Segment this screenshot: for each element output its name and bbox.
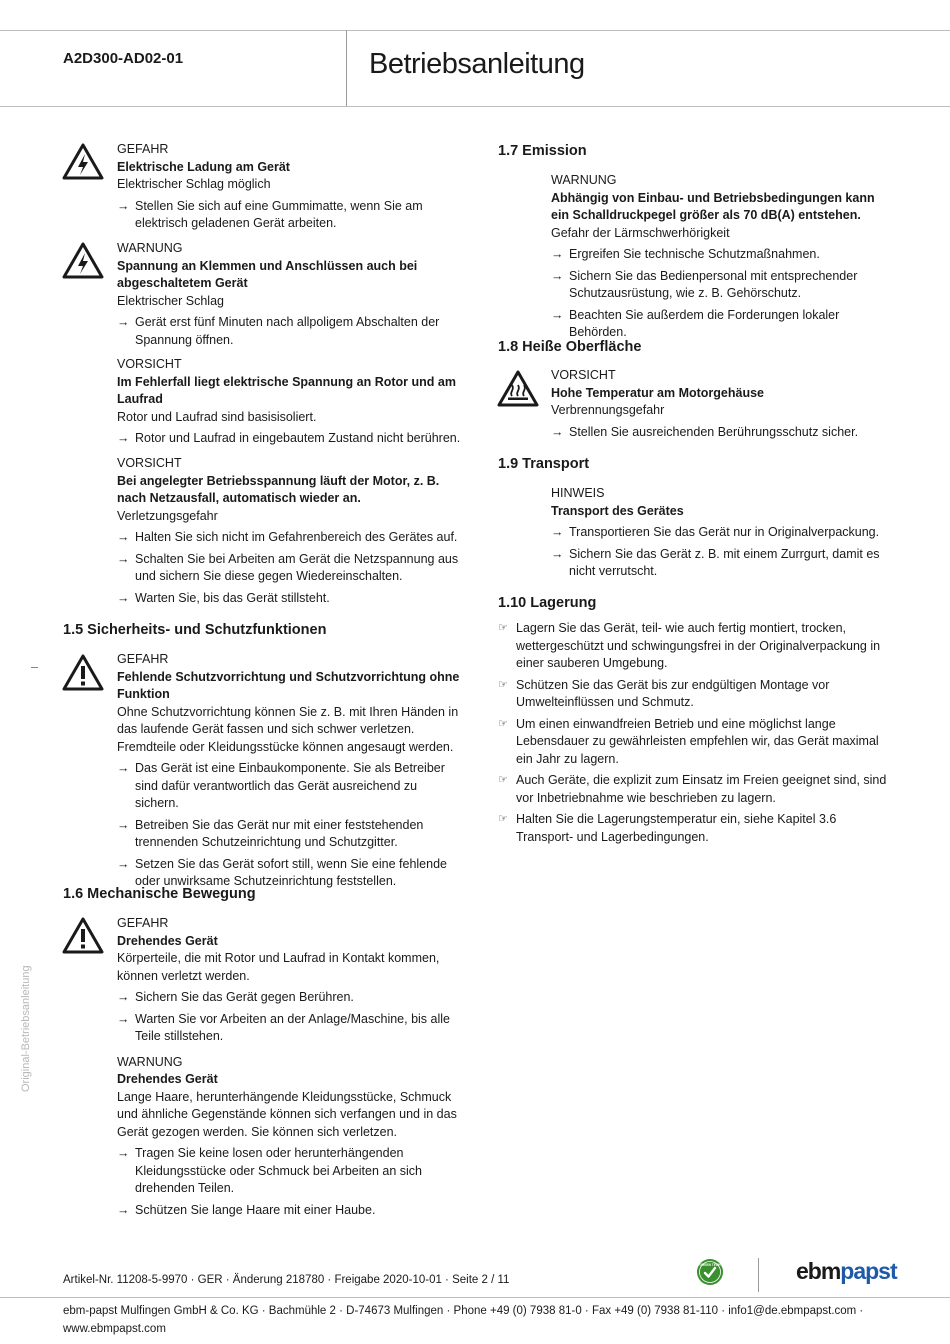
arrow-icon: → [117, 761, 130, 775]
safety-block-warnung-voltage [117, 240, 462, 349]
action-step: → Sichern Sie das Bedienpersonal mit entsprechender Schutzausrüstung, wie z. B. Gehörschutz. [551, 268, 858, 300]
hazard-level: WARNUNG [117, 1054, 183, 1069]
action-step: → Schützen Sie lange Haare mit einer Haube. [117, 1202, 462, 1220]
side-label: Original-Betriebsanleitung [20, 965, 32, 1092]
safety-block-gefahr-charge [117, 141, 462, 233]
hot-surface-icon [497, 370, 539, 407]
hazard-level: WARNUNG [551, 173, 617, 187]
action-step: → Sichern Sie das Gerät z. B. mit einem Zurrgurt, damit es nicht verrutscht. [551, 546, 880, 578]
action-step: → Ergreifen Sie technische Schutzmaßnahmen. [551, 246, 893, 264]
arrow-icon: → [551, 247, 564, 261]
arrow-icon: → [117, 431, 130, 445]
action-step: → Stellen Sie sich auf eine Gummimatte, wenn Sie am elektrisch geladenen Gerät arbeiten. [117, 198, 423, 230]
header-top-rule [0, 30, 950, 31]
action-step: → Beachten Sie außerdem die Forderungen lokaler Behörden. [551, 307, 840, 339]
hazard-level: HINWEIS [551, 486, 605, 500]
hazard-headline: Drehendes Gerät [117, 1072, 218, 1086]
arrow-icon: → [117, 817, 130, 832]
action-step: → Halten Sie sich nicht im Gefahrenbereich des Gerätes auf. [117, 529, 462, 547]
model-number: A2D300-AD02-01 [63, 50, 184, 67]
arrow-icon: → [117, 990, 130, 1004]
action-step: → Sichern Sie das Gerät gegen Berühren. [117, 989, 462, 1007]
hazard-headline: Drehendes Gerät [117, 933, 218, 948]
green-tech-badge [696, 1258, 724, 1286]
action-step: → Warten Sie, bis das Gerät stillsteht. [117, 590, 462, 608]
hazard-consequence: Verbrennungsgefahr [551, 403, 665, 417]
arrow-icon: → [551, 307, 564, 322]
hazard-level: VORSICHT [551, 368, 616, 382]
hazard-consequence: Verletzungsgefahr [117, 508, 218, 523]
storage-list [498, 620, 888, 846]
hazard-headline: Spannung an Klemmen und Anschlüssen auch bei abgeschaltetem Gerät [117, 258, 418, 290]
arrow-icon: → [117, 1011, 130, 1026]
list-item: ☞ Schützen Sie das Gerät bis zur endgültigen Montage vor Umwelteinflüssen und Schmutz. [498, 677, 830, 709]
margin-mark [31, 667, 38, 668]
section-heading-1-6: 1.6 Mechanische Bewegung [63, 886, 256, 902]
arrow-icon: → [117, 551, 130, 566]
action-step: → Das Gerät ist eine Einbaukomponente. Sie als Betreiber sind dafür verantwortlich das Gerät ausreichend zu sichern. [117, 761, 445, 810]
hazard-headline: Abhängig von Einbau- und Betriebsbedingungen kann ein Schalldruckpegel größer als 70 dB(A) entstehen. [551, 190, 875, 222]
footer-rule [0, 1297, 950, 1298]
safety-block-vorsicht-rotor [117, 356, 462, 448]
document-title: Betriebsanleitung [369, 48, 585, 80]
header-bottom-rule [0, 106, 950, 107]
list-item: ☞ Lagern Sie das Gerät, teil- wie auch fertig montiert, trocken, wettergeschützt und schwingungsfrei in der Originalverpackung in einer sauberen Umgebung. [498, 621, 881, 670]
section-heading-1-7: 1.7 Emission [498, 143, 587, 159]
action-step: → Gerät erst fünf Minuten nach allpoligem Abschalten der Spannung öffnen. [117, 315, 440, 347]
action-step: → Stellen Sie ausreichenden Berührungsschutz sicher. [551, 424, 893, 442]
pointing-hand-icon: ☞ [498, 813, 508, 825]
action-step: → Setzen Sie das Gerät sofort still, wenn Sie eine fehlende oder unwirksame Schutzeinrichtung feststellen. [117, 856, 447, 888]
pointing-hand-icon: ☞ [498, 622, 508, 634]
hazard-headline: Fehlende Schutzvorrichtung und Schutzvorrichtung ohne Funktion [117, 669, 460, 701]
hazard-headline: Bei angelegter Betriebsspannung läuft der Motor, z. B. nach Netzausfall, automatisch wieder an. [117, 473, 440, 505]
hazard-consequence: Gefahr der Lärmschwerhörigkeit [551, 225, 730, 240]
action-step: → Warten Sie vor Arbeiten an der Anlage/Maschine, bis alle Teile stillstehen. [117, 1011, 450, 1043]
pointing-hand-icon: ☞ [498, 678, 508, 691]
list-item: ☞ Um einen einwandfreien Betrieb und eine möglichst lange Lebensdauer zu gewährleisten empfehlen wir, das Gerät maximal ein Jahr zu lagern. [498, 716, 879, 766]
pointing-hand-icon: ☞ [498, 717, 508, 730]
arrow-icon: → [551, 546, 564, 561]
arrow-icon: → [551, 525, 564, 539]
section-heading-1-5: 1.5 Sicherheits- und Schutzfunktionen [63, 622, 327, 638]
action-step: → Rotor und Laufrad in eingebautem Zustand nicht berühren. [117, 430, 462, 448]
hazard-consequence: Elektrischer Schlag [117, 293, 224, 308]
hazard-level: GEFAHR [117, 652, 169, 666]
arrow-icon: → [117, 856, 130, 871]
hazard-body: Lange Haare, herunterhängende Kleidungsstücke, Schmuck und ähnliche Gegenstände können sich verfangen und in das Gerät gezogen werden. Sie können sich verletzen. [117, 1089, 457, 1139]
arrow-icon: → [551, 424, 564, 439]
header-divider [346, 30, 347, 107]
ebmpapst-logo: ebmpapst [796, 1258, 897, 1284]
list-item: ☞ Auch Geräte, die explizit zum Einsatz im Freien geeignet sind, sind vor Inbetriebnahme wie beschrieben zu lagern. [498, 773, 887, 805]
electric-hazard-icon [62, 242, 104, 279]
safety-block-schutzvorrichtung [117, 651, 462, 891]
action-step: → Betreiben Sie das Gerät nur mit einer feststehenden trennenden Schutzeinrichtung und Schutzgitter. [117, 817, 424, 849]
hazard-body: Körperteile, die mit Rotor und Laufrad in Kontakt kommen, können verletzt werden. [117, 951, 440, 983]
logo-separator [758, 1258, 759, 1292]
hazard-body: Ohne Schutzvorrichtung können Sie z. B. mit Ihren Händen in das laufende Gerät fassen und sich schwer verletzen. Fremdteile oder Kleidungsstücke können angesaugt werden. [117, 704, 459, 754]
article-info: Artikel-Nr. 11208-5-9970 · GER · Änderung 218780 · Freigabe 2020-10-01 · Seite 2 / 11 [63, 1274, 510, 1286]
svg-text:GREEN TECH: GREEN TECH [699, 1263, 721, 1267]
safety-block-hot-surface [551, 367, 893, 441]
safety-block-transport [551, 485, 893, 581]
general-warning-icon [62, 654, 104, 691]
arrow-icon: → [117, 590, 130, 605]
arrow-icon: → [117, 198, 130, 213]
hazard-level: GEFAHR [117, 142, 169, 156]
pointing-hand-icon: ☞ [498, 774, 508, 786]
hazard-level: VORSICHT [117, 357, 182, 371]
hazard-headline: Elektrische Ladung am Gerät [117, 159, 290, 174]
hazard-headline: Hohe Temperatur am Motorgehäuse [551, 385, 765, 400]
hazard-consequence: Rotor und Laufrad sind basisisoliert. [117, 409, 317, 424]
hazard-headline: Transport des Gerätes [551, 503, 684, 518]
arrow-icon: → [117, 530, 130, 544]
company-address: ebm-papst Mulfingen GmbH & Co. KG · Bachmühle 2 · D-74673 Mulfingen · Phone +49 (0) 7938 81-0 · Fax +49 (0) 7938 81-110 · info1@de.ebmpapst.com · www.ebmpapst.com [63, 1305, 864, 1335]
arrow-icon: → [117, 315, 130, 329]
action-step: → Schalten Sie bei Arbeiten am Gerät die Netzspannung aus und sichern Sie diese gegen Wiedereinschalten. [117, 551, 459, 583]
safety-block-vorsicht-restart [117, 455, 462, 607]
green-tech-icon [696, 1258, 724, 1286]
general-warning-icon [62, 917, 104, 954]
section-heading-1-8: 1.8 Heiße Oberfläche [498, 339, 642, 355]
action-step: → Tragen Sie keine losen oder herunterhängenden Kleidungsstücke oder Schmuck bei Arbeiten an sich drehenden Teilen. [117, 1146, 422, 1195]
hazard-level: WARNUNG [117, 241, 183, 255]
list-item: ☞ Halten Sie die Lagerungstemperatur ein, siehe Kapitel 3.6 Transport- und Lagerbedingungen. [498, 812, 837, 844]
arrow-icon: → [551, 268, 564, 283]
action-step: → Transportieren Sie das Gerät nur in Originalverpackung. [551, 524, 893, 542]
section-heading-1-9: 1.9 Transport [498, 456, 590, 472]
arrow-icon: → [117, 1202, 130, 1217]
hazard-consequence: Elektrischer Schlag möglich [117, 177, 271, 191]
electric-hazard-icon [62, 143, 104, 180]
safety-block-emission [551, 172, 893, 342]
hazard-level: GEFAHR [117, 916, 169, 930]
hazard-headline: Im Fehlerfall liegt elektrische Spannung an Rotor und am Laufrad [117, 374, 456, 406]
safety-block-mechanik [117, 915, 462, 1219]
section-heading-1-10: 1.10 Lagerung [498, 595, 597, 611]
arrow-icon: → [117, 1146, 130, 1160]
hazard-level: VORSICHT [117, 456, 182, 470]
